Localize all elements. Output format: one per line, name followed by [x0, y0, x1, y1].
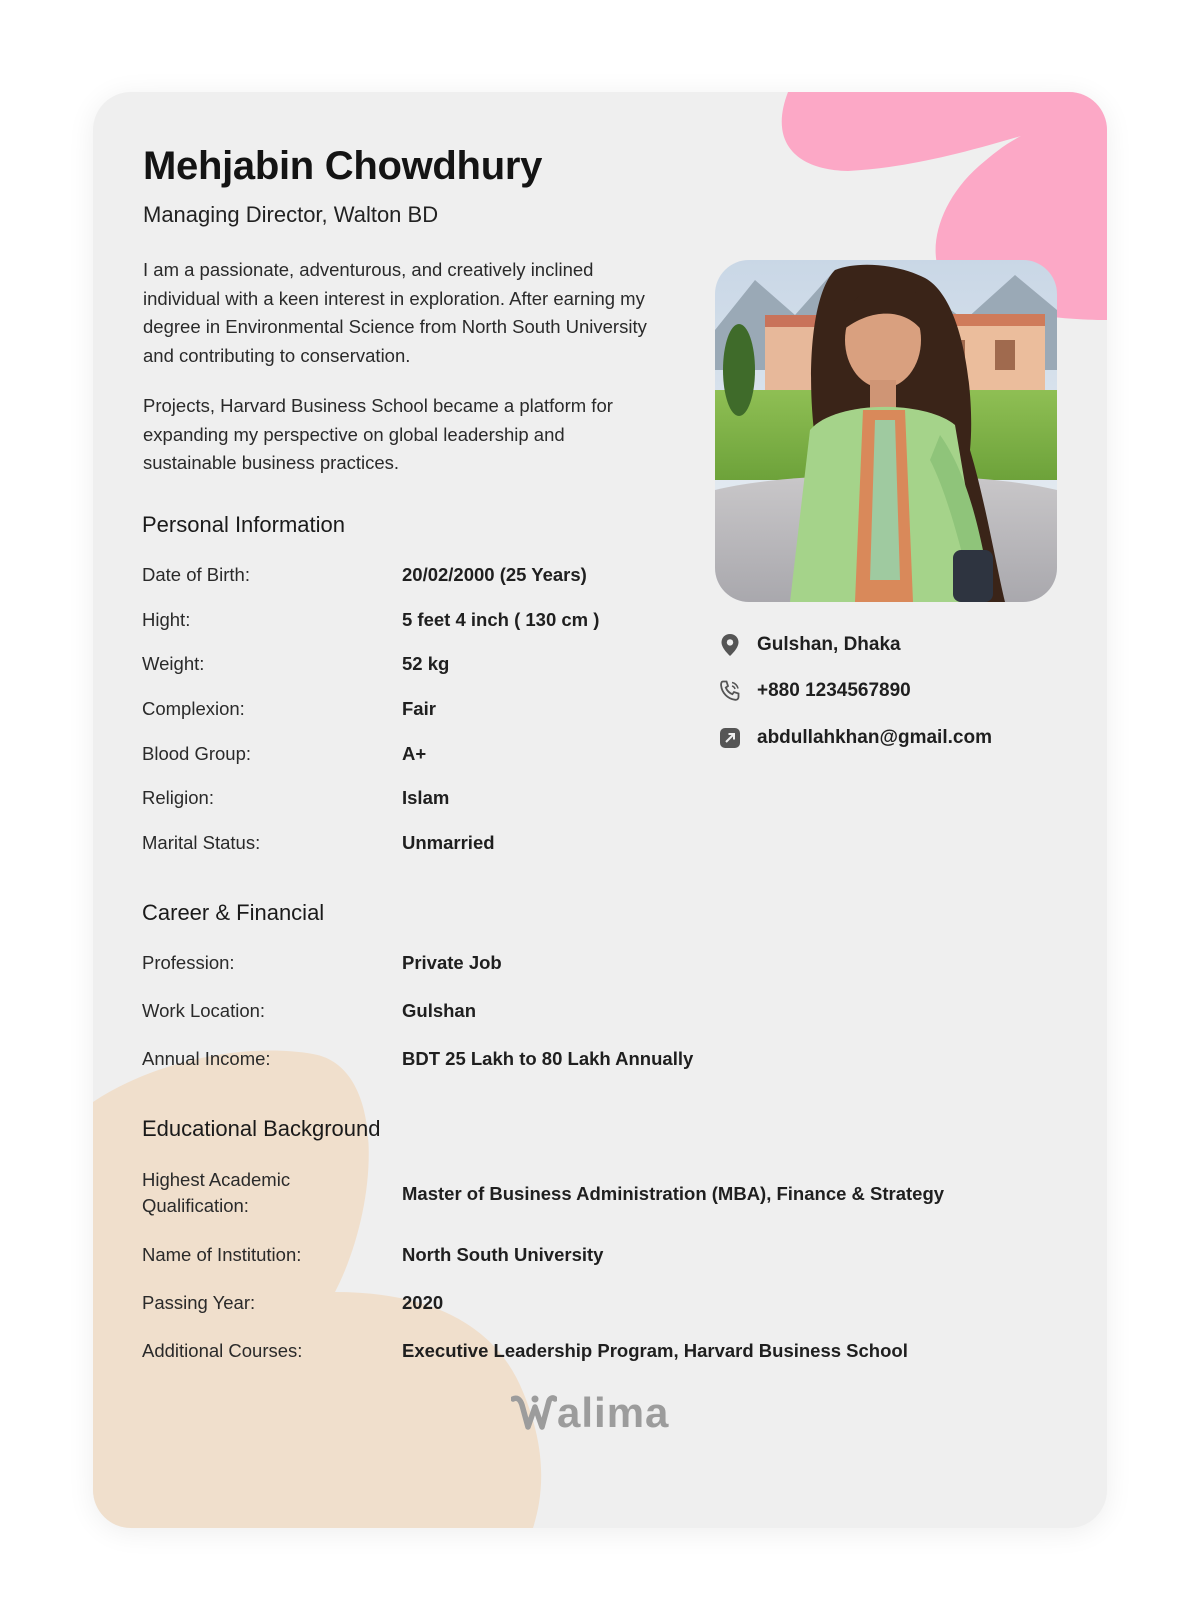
- field-label: Highest Academic Qualification:: [142, 1169, 291, 1216]
- bio-paragraph-2: Projects, Harvard Business School became a platform for expanding my perspective on global leadership and sustainable business practices.: [143, 395, 613, 473]
- education-row-institution: [142, 1242, 1042, 1272]
- walima-logo-mark: [511, 1393, 557, 1433]
- profile-photo: [715, 260, 1057, 602]
- contact-phone-text[interactable]: +880 1234567890: [757, 680, 911, 701]
- contact-email-text[interactable]: abdullahkhan@gmail.com: [757, 727, 992, 748]
- profile-name: Mehjabin Chowdhury: [143, 144, 543, 188]
- field-label: Annual Income:: [142, 1048, 271, 1069]
- field-value: Gulshan: [402, 1000, 477, 1021]
- field-label: Blood Group:: [142, 743, 252, 764]
- personal-row-complexion: [142, 696, 1042, 726]
- career-row-profession: [142, 950, 1042, 980]
- contact-location-text: Gulshan, Dhaka: [757, 634, 901, 655]
- education-row-qualification: [142, 1167, 1042, 1221]
- career-row-annual-income: [142, 1046, 1042, 1076]
- field-value: Master of Business Administration (MBA), Finance & Strategy: [402, 1183, 945, 1204]
- personal-row-dob: [142, 562, 1042, 592]
- field-label: Weight:: [142, 653, 205, 674]
- field-value: 5 feet 4 inch ( 130 cm ): [402, 609, 600, 630]
- personal-row-blood-group: [142, 741, 1042, 771]
- education-row-additional-courses: [142, 1338, 1042, 1368]
- field-label: Marital Status:: [142, 832, 261, 853]
- field-label: Additional Courses:: [142, 1340, 303, 1361]
- field-value: 20/02/2000 (25 Years): [402, 564, 587, 585]
- field-value: Unmarried: [402, 832, 495, 853]
- field-label: Work Location:: [142, 1000, 266, 1021]
- field-value: 52 kg: [402, 653, 450, 674]
- field-value: Fair: [402, 698, 436, 719]
- bio-paragraph-1: I am a passionate, adventurous, and creatively inclined individual with a keen interest in exploration. After earning my degree in Environmental Science from North South University and contributing to conservation.: [143, 259, 647, 366]
- field-label: Religion:: [142, 787, 214, 808]
- field-value: Islam: [402, 787, 450, 808]
- profile-photo-illustration: [715, 260, 1057, 602]
- walima-logo-text: alima: [557, 1389, 670, 1436]
- field-label: Name of Institution:: [142, 1244, 302, 1265]
- career-heading: Career & Financial: [142, 900, 325, 925]
- walima-logo: [511, 1388, 669, 1438]
- field-value: Executive Leadership Program, Harvard Business School: [402, 1340, 908, 1361]
- field-label: Date of Birth:: [142, 564, 250, 585]
- field-value: BDT 25 Lakh to 80 Lakh Annually: [402, 1048, 694, 1069]
- field-value: North South University: [402, 1244, 604, 1265]
- education-row-passing-year: [142, 1290, 1042, 1320]
- personal-row-height: [142, 607, 1042, 637]
- field-value: A+: [402, 743, 427, 764]
- field-label: Passing Year:: [142, 1292, 256, 1313]
- education-heading: Educational Background: [142, 1116, 381, 1141]
- personal-info-heading: Personal Information: [142, 512, 345, 537]
- personal-row-marital-status: [142, 830, 1042, 860]
- personal-row-weight: [142, 651, 1042, 681]
- field-value: Private Job: [402, 952, 502, 973]
- career-row-work-location: [142, 998, 1042, 1028]
- field-label: Hight:: [142, 609, 191, 630]
- field-label: Profession:: [142, 952, 235, 973]
- field-value: 2020: [402, 1292, 444, 1313]
- profile-card: [93, 92, 1107, 1528]
- field-label: Complexion:: [142, 698, 245, 719]
- profile-title: Managing Director, Walton BD: [143, 202, 439, 227]
- personal-row-religion: [142, 785, 1042, 815]
